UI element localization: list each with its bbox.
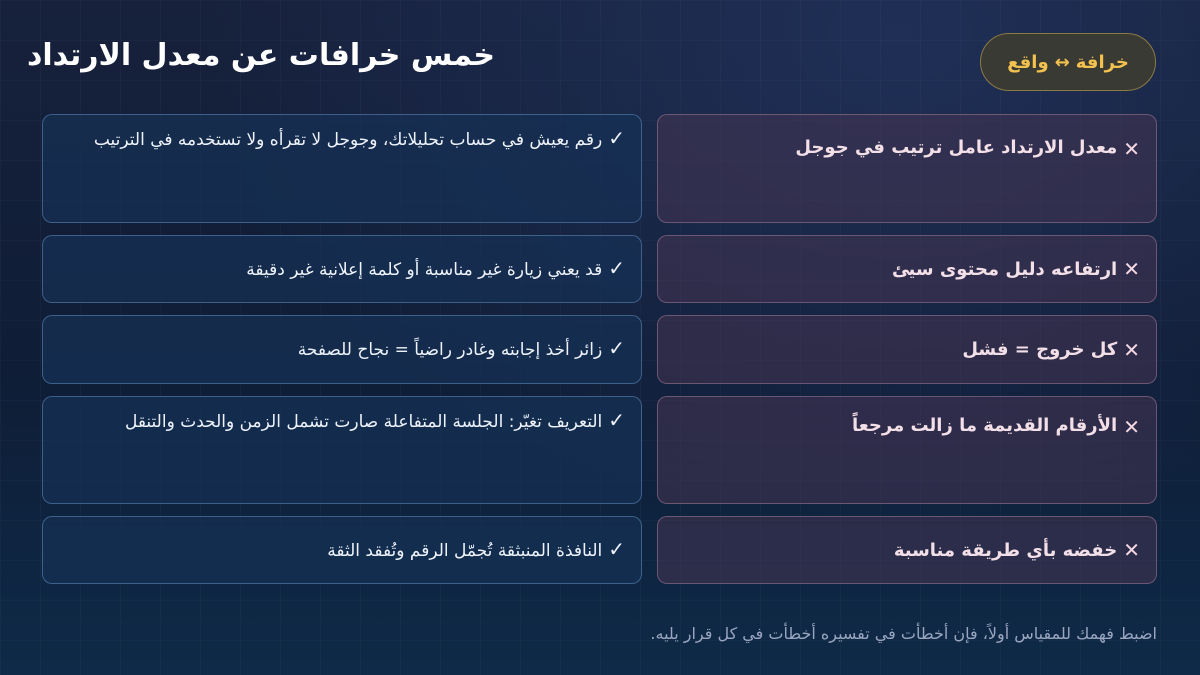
check-icon: ✓ — [608, 408, 625, 432]
myth-text: كل خروج = فشل — [962, 339, 1118, 360]
fact-text: ✓رقم يعيش في حساب تحليلاتك، وجوجل لا تقرأه ولا تستخدمه في الترتيب — [93, 126, 625, 150]
cross-icon: ✕ — [1123, 337, 1140, 362]
myth-card-2 — [657, 235, 1157, 303]
badge-myth-label: خرافة — [1075, 51, 1129, 73]
fact-text: ✓قد يعني زيارة غير مناسبة أو كلمة إعلانية غير دقيقة — [246, 255, 625, 280]
myth-text: خفضه بأي طريقة مناسبة — [893, 539, 1118, 561]
fact-card-1 — [42, 114, 642, 223]
check-icon: ✓ — [608, 336, 625, 360]
cross-icon: ✕ — [1123, 257, 1140, 281]
myth-text: الأرقام القديمة ما زالت مرجعاً — [851, 415, 1118, 436]
check-icon: ✓ — [608, 126, 625, 150]
badge-fact-label: واقع — [1007, 51, 1049, 73]
cross-icon: ✕ — [1123, 137, 1140, 161]
check-icon: ✓ — [608, 255, 625, 280]
fact-card-3 — [42, 315, 642, 384]
check-icon: ✓ — [608, 536, 625, 561]
page-title: خمس خرافات عن معدل الارتداد — [26, 38, 495, 73]
cross-icon: ✕ — [1123, 538, 1140, 562]
fact-text: ✓التعريف تغيّر: الجلسة المتفاعلة صارت تشمل الزمن والحدث والتنقل — [124, 408, 625, 432]
footer-note: اضبط فهمك للمقياس أولاً، فإن أخطأت في تفسيره أخطأت في كل قرار يليه. — [650, 624, 1157, 643]
fact-card-4 — [42, 396, 642, 504]
myth-text: ارتفاعه دليل محتوى سيئ — [892, 258, 1118, 280]
cross-icon: ✕ — [1123, 415, 1140, 439]
myth-card-3 — [657, 315, 1157, 384]
myth-card-4 — [657, 396, 1157, 504]
myth-card-5 — [657, 516, 1157, 584]
fact-card-2 — [42, 235, 642, 303]
fact-text: ✓النافذة المنبثقة تُجمّل الرقم وتُفقد الثقة — [327, 536, 625, 561]
fact-card-5 — [42, 516, 642, 584]
myth-text: معدل الارتداد عامل ترتيب في جوجل — [795, 137, 1118, 158]
myth-card-1 — [657, 114, 1157, 223]
myth-vs-fact-badge — [980, 33, 1156, 91]
fact-text: ✓زائر أخذ إجابته وغادر راضياً = نجاح للصفحة — [297, 336, 625, 360]
double-arrow-icon: ↔ — [1054, 51, 1070, 73]
